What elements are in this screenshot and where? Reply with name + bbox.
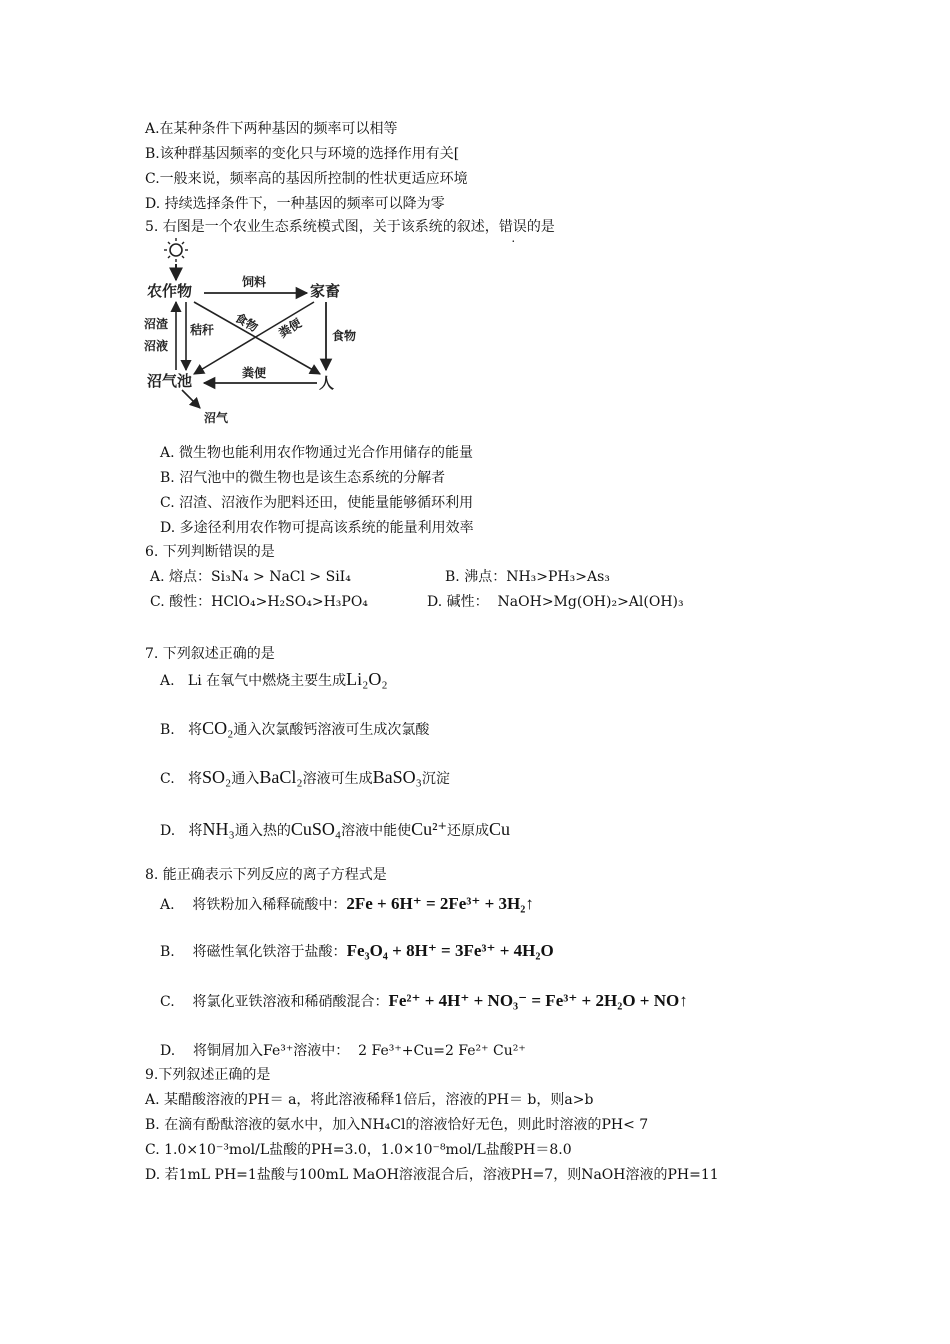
q8-d-equation: 2 Fe³⁺+Cu=2 Fe²⁺ Cu²⁺ bbox=[358, 1043, 526, 1059]
q9-option-d: D. 若1mL PH=1盐酸与100mL MaOH溶液混合后，溶液PH=7，则NaOH溶液的PH=11 bbox=[145, 1167, 719, 1183]
q7-d-formula-1: NH₃ bbox=[202, 819, 235, 839]
q7-stem: 7. 下列叙述正确的是 bbox=[145, 646, 275, 662]
q6-a-formula: Si₃N₄ > NaCl > SiI₄ bbox=[211, 569, 351, 585]
q7-option-d bbox=[160, 820, 510, 840]
q7-d-label: D. bbox=[160, 823, 176, 839]
q5-option-c: C. 沼渣、沼液作为肥料还田，使能量能够循环利用 bbox=[160, 495, 474, 511]
q8-b-equation: Fe₃O₄ + 8H⁺ = 3Fe³⁺ + 4H₂O bbox=[346, 941, 554, 960]
q6-stem: 6. 下列判断错误的是 bbox=[145, 544, 275, 560]
q8-b-label: B. bbox=[160, 944, 175, 960]
q9-option-a: A. 某醋酸溶液的PH＝ a，将此溶液稀释1倍后，溶液的PH＝ b，则a>b bbox=[145, 1092, 594, 1108]
q9-option-c: C. 1.0×10⁻³mol/L盐酸的PH=3.0，1.0×10⁻⁸mol/L盐酸PH＝8.0 bbox=[145, 1142, 572, 1158]
q7-d-mid-3: 还原成 bbox=[447, 823, 490, 839]
q5-stem-suffix: 的是 bbox=[526, 219, 555, 235]
q8-c-equation: Fe²⁺ + 4H⁺ + NO₃⁻ = Fe³⁺ + 2H₂O + NO↑ bbox=[388, 991, 688, 1010]
q7-a-formula: Li₂O₂ bbox=[346, 669, 388, 689]
q8-d-text: 将铜屑加入Fe³⁺溶液中： bbox=[193, 1043, 350, 1059]
q8-c-label: C. bbox=[160, 994, 175, 1010]
q6-c-formula: HClO₄>H₂SO₄>H₃PO₄ bbox=[211, 594, 368, 610]
label-straw: 秸秆 bbox=[190, 323, 215, 337]
node-biogas-pit: 沼气池 bbox=[147, 372, 193, 390]
q7-option-b bbox=[160, 719, 429, 739]
q7-c-formula-1: SO₂ bbox=[202, 767, 232, 787]
q8-option-b bbox=[160, 942, 554, 961]
q8-stem: 8. 能正确表示下列反应的离子方程式是 bbox=[145, 867, 387, 883]
q5-option-a: A. 微生物也能利用农作物通过光合作用储存的能量 bbox=[160, 445, 474, 461]
q8-option-a bbox=[160, 895, 534, 914]
q6-a-label: A. 熔点： bbox=[150, 569, 212, 585]
label-food-meat: 食物 bbox=[332, 329, 357, 343]
q6-b-formula: NH₃>PH₃>As₃ bbox=[506, 569, 610, 585]
q7-d-pre: 将 bbox=[188, 823, 203, 839]
q7-option-a bbox=[160, 670, 388, 690]
q5-stem bbox=[145, 218, 555, 236]
q7-c-label: C. bbox=[160, 771, 175, 787]
label-feed: 饲料 bbox=[242, 275, 267, 289]
q6-d-label: D. 碱性： bbox=[427, 594, 489, 610]
q5-option-d: D. 多途径利用农作物可提高该系统的能量利用效率 bbox=[160, 520, 474, 536]
q9-stem: 9.下列叙述正确的是 bbox=[145, 1067, 271, 1083]
q7-b-label: B. bbox=[160, 722, 175, 738]
q7-a-text: Li 在氧气中燃烧主要生成 bbox=[187, 673, 347, 689]
sun-icon bbox=[164, 238, 188, 262]
q7-b-formula: CO₂ bbox=[202, 718, 234, 738]
q6-option-c bbox=[150, 593, 368, 611]
q7-b-post: 通入次氯酸钙溶液可生成次氯酸 bbox=[233, 722, 430, 738]
q7-c-post: 沉淀 bbox=[421, 771, 450, 787]
q6-c-label: C. 酸性： bbox=[150, 594, 212, 610]
q8-option-d bbox=[160, 1042, 526, 1060]
q5-option-b: B. 沼气池中的微生物也是该生态系统的分解者 bbox=[160, 470, 446, 486]
q4-option-c: C.一般来说，频率高的基因所控制的性状更适应环境 bbox=[145, 171, 468, 187]
label-manure-livestock: 粪便 bbox=[276, 315, 304, 341]
node-human: 人 bbox=[319, 374, 335, 392]
q7-a-label: A. bbox=[160, 673, 175, 689]
q6-option-a bbox=[150, 568, 351, 586]
q4-option-a: A.在某种条件下两种基因的频率可以相等 bbox=[145, 121, 398, 137]
q8-a-text: 将铁粉加入稀释硫酸中： bbox=[192, 897, 347, 913]
q6-option-d bbox=[427, 593, 684, 611]
q6-option-b bbox=[445, 568, 610, 586]
q8-option-c bbox=[160, 992, 688, 1011]
label-food-crop: 食物 bbox=[232, 310, 261, 335]
q9-option-b: B. 在滴有酚酞溶液的氨水中，加入NH₄Cl的溶液恰好无色，则此时溶液的PH< 7 bbox=[145, 1117, 649, 1133]
eco-system-diagram bbox=[142, 238, 372, 430]
q7-d-mid-2: 溶液中能使 bbox=[341, 823, 412, 839]
q6-d-formula: NaOH>Mg(OH)₂>Al(OH)₃ bbox=[497, 594, 684, 610]
label-residue: 沼渣 bbox=[144, 317, 169, 331]
biogas-arrow bbox=[182, 390, 200, 408]
q7-c-mid-2: 溶液可生成 bbox=[302, 771, 373, 787]
q5-stem-emphasis: 错误 bbox=[498, 219, 527, 235]
q5-stem-prefix: 5. 右图是一个农业生态系统模式图，关于该系统的叙述， bbox=[145, 219, 499, 235]
q8-c-text: 将氯化亚铁溶液和稀硝酸混合： bbox=[192, 994, 389, 1010]
q7-c-mid-1: 通入 bbox=[231, 771, 260, 787]
q8-d-label: D. bbox=[160, 1043, 176, 1059]
q7-d-formula-3: Cu²⁺ bbox=[411, 819, 448, 839]
label-slurry: 沼液 bbox=[144, 339, 169, 353]
node-crops: 农作物 bbox=[147, 282, 193, 300]
q7-c-formula-2: BaCl₂ bbox=[259, 767, 303, 787]
q7-d-mid-1: 通入热的 bbox=[234, 823, 291, 839]
q7-option-c bbox=[160, 768, 450, 788]
q8-a-equation: 2Fe + 6H⁺ = 2Fe³⁺ + 3H₂↑ bbox=[346, 894, 534, 913]
q7-d-formula-4: Cu bbox=[489, 819, 511, 839]
q7-d-formula-2: CuSO₄ bbox=[290, 819, 342, 839]
q7-b-pre: 将 bbox=[188, 722, 203, 738]
q4-option-b: B.该种群基因频率的变化只与环境的选择作用有关[ bbox=[145, 146, 460, 162]
label-biogas: 沼气 bbox=[204, 411, 229, 425]
q7-c-formula-3: BaSO₃ bbox=[372, 767, 422, 787]
q6-b-label: B. 沸点： bbox=[445, 569, 507, 585]
q4-option-d: D. 持续选择条件下，一种基因的频率可以降为零 bbox=[145, 196, 445, 212]
q8-a-label: A. bbox=[160, 897, 175, 913]
label-manure-human: 粪便 bbox=[242, 366, 267, 380]
q7-c-pre: 将 bbox=[188, 771, 203, 787]
q8-b-text: 将磁性氧化铁溶于盐酸： bbox=[192, 944, 347, 960]
node-livestock: 家畜 bbox=[310, 282, 341, 300]
